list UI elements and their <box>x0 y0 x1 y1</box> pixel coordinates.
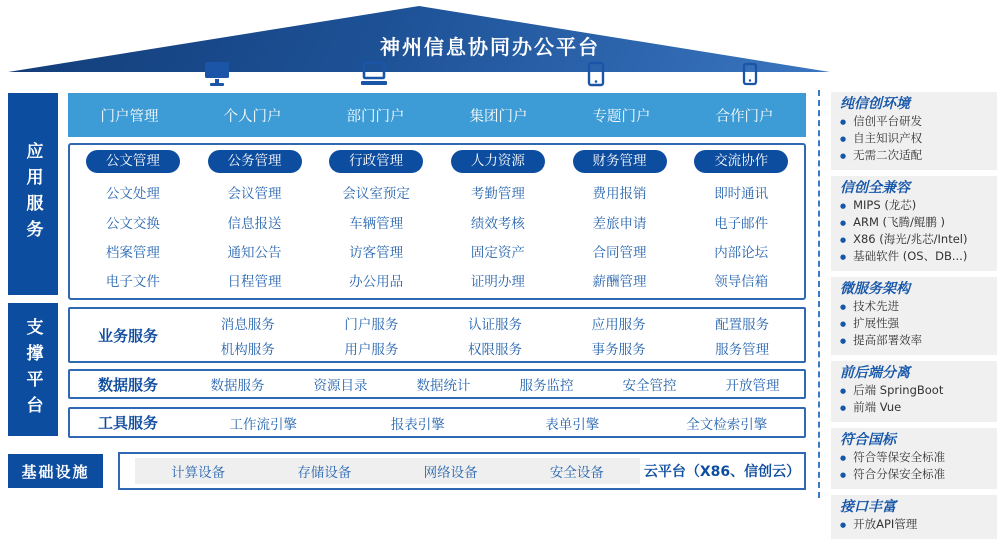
data-service-item: 数据服务 <box>210 378 265 394</box>
feature-section <box>831 92 997 170</box>
feature-bullet-item: ● X86 (海光/兆芯/Intel) <box>840 232 991 249</box>
dashed-divider <box>818 90 820 498</box>
tablet-icon <box>586 61 606 93</box>
business-services-grid <box>186 313 804 358</box>
feature-section-title: 前后端分离 <box>840 365 910 381</box>
tool-services-box <box>68 407 806 438</box>
data-services-items <box>186 374 804 394</box>
laptop-icon <box>358 61 390 93</box>
module-header-pill: 交流协作 <box>694 150 788 173</box>
module-item: 电子邮件 <box>714 215 769 232</box>
module-item: 电子文件 <box>105 274 160 290</box>
application-services-box <box>68 143 806 300</box>
module-item: 合同管理 <box>592 244 647 261</box>
module-item: 日程管理 <box>227 274 282 290</box>
infrastructure-device-item: 计算设备 <box>171 465 226 481</box>
module-item: 访客管理 <box>349 244 404 261</box>
tool-service-item: 报表引擎 <box>390 416 445 433</box>
feature-bullet-item: ● 前端 Vue <box>840 400 991 417</box>
business-service-item: 认证服务 <box>467 316 522 333</box>
business-service-item: 消息服务 <box>220 316 275 333</box>
infrastructure-devices <box>135 458 640 484</box>
module-item: 通知公告 <box>227 244 282 261</box>
module-item: 领导信箱 <box>714 274 769 290</box>
module-item: 证明办理 <box>470 274 525 290</box>
business-service-item: 事务服务 <box>591 341 646 358</box>
portal-item: 个人门户 <box>223 108 282 125</box>
feature-section <box>831 277 997 355</box>
platform-title: 神州信息协同办公平台 <box>380 35 600 59</box>
feature-bullet-item: ● ARM (飞腾/鲲鹏 ) <box>840 215 991 232</box>
feature-section <box>831 428 997 489</box>
feature-bullet-item: ● 无需二次适配 <box>840 148 991 165</box>
tool-services-items <box>186 413 804 433</box>
feature-section <box>831 495 997 539</box>
module-header-pill: 行政管理 <box>329 150 423 173</box>
data-service-item: 资源目录 <box>313 378 368 394</box>
module-item: 差旅申请 <box>592 215 647 232</box>
module-item: 办公用品 <box>349 274 404 290</box>
module-item: 费用报销 <box>592 186 647 203</box>
feature-section-title: 符合国标 <box>840 432 896 448</box>
section-label-support-platform: 支撑平台 <box>8 303 58 436</box>
module-header-pill: 公务管理 <box>208 150 302 173</box>
module-item: 信息报送 <box>227 215 282 232</box>
feature-bullet-item: ● MIPS (龙芯) <box>840 198 991 215</box>
feature-bullet-item: ● 开放API管理 <box>840 517 991 534</box>
module-column <box>194 150 316 290</box>
feature-section-title: 接口丰富 <box>840 499 896 515</box>
module-item: 档案管理 <box>105 244 160 261</box>
feature-bullet-item: ● 信创平台研发 <box>840 114 991 131</box>
portal-item: 门户管理 <box>100 108 159 125</box>
feature-bullet-item: ● 提高部署效率 <box>840 333 991 350</box>
module-item: 会议管理 <box>227 186 282 203</box>
feature-section <box>831 361 997 422</box>
feature-section-title: 信创全兼容 <box>840 180 910 196</box>
portal-item: 专题门户 <box>592 108 651 125</box>
data-service-item: 安全管控 <box>622 378 677 394</box>
portal-bar <box>68 93 806 137</box>
module-column <box>437 150 559 290</box>
data-services-box <box>68 369 806 399</box>
feature-bullet-item: ● 扩展性强 <box>840 316 991 333</box>
feature-bullet-item: ● 技术先进 <box>840 299 991 316</box>
feature-bullet-item: ● 后端 SpringBoot <box>840 383 991 400</box>
feature-section-title: 微服务架构 <box>840 281 910 297</box>
module-item: 绩效考核 <box>470 215 525 232</box>
desktop-icon <box>201 59 233 93</box>
data-service-item: 开放管理 <box>725 378 780 394</box>
infrastructure-box <box>118 452 806 490</box>
data-service-item: 服务监控 <box>519 378 574 394</box>
business-service-item: 用户服务 <box>344 341 399 358</box>
portal-item: 合作门户 <box>715 108 774 125</box>
tool-service-item: 全文检索引擎 <box>686 416 768 433</box>
cloud-platform-label: 云平台（X86、信创云） <box>643 464 801 480</box>
phone-icon <box>741 62 759 92</box>
module-item: 即时通讯 <box>714 186 769 203</box>
module-column <box>559 150 681 290</box>
infrastructure-device-item: 安全设备 <box>549 465 604 481</box>
tool-services-label: 工具服务 <box>97 414 158 432</box>
business-services-label: 业务服务 <box>97 326 158 345</box>
section-label-application-services: 应用服务 <box>8 93 58 295</box>
data-service-item: 数据统计 <box>416 378 471 394</box>
module-column <box>72 150 194 290</box>
business-service-item: 应用服务 <box>591 316 646 333</box>
module-item: 考勤管理 <box>470 186 525 203</box>
feature-panel <box>831 92 997 539</box>
portal-item: 部门门户 <box>346 108 405 125</box>
feature-bullet-item: ● 基础软件 (OS、DB...) <box>840 249 991 266</box>
infrastructure-device-item: 网络设备 <box>423 465 478 481</box>
business-services-box <box>68 307 806 363</box>
module-item: 车辆管理 <box>349 215 404 232</box>
module-item: 薪酬管理 <box>592 274 647 290</box>
module-item: 公文处理 <box>105 186 160 203</box>
infrastructure-device-item: 存储设备 <box>297 465 352 481</box>
tool-service-item: 表单引擎 <box>545 416 600 433</box>
module-item: 会议室预定 <box>342 186 410 203</box>
feature-bullet-item: ● 符合等保安全标准 <box>840 450 991 467</box>
module-header-pill: 人力资源 <box>451 150 545 173</box>
feature-section-title: 纯信创环境 <box>840 96 910 112</box>
business-service-item: 服务管理 <box>715 341 770 358</box>
feature-bullet-item: ● 符合分保安全标准 <box>840 467 991 484</box>
portal-item: 集团门户 <box>469 108 528 125</box>
module-header-pill: 公文管理 <box>86 150 180 173</box>
module-item: 固定资产 <box>470 244 525 261</box>
business-service-item: 权限服务 <box>467 341 522 358</box>
module-item: 公文交换 <box>105 215 160 232</box>
tool-service-item: 工作流引擎 <box>229 416 297 433</box>
business-service-item: 门户服务 <box>344 316 399 333</box>
section-label-infrastructure: 基础设施 <box>8 454 103 488</box>
feature-bullet-item: ● 自主知识产权 <box>840 131 991 148</box>
feature-section <box>831 176 997 271</box>
module-column <box>680 150 802 290</box>
module-header-pill: 财务管理 <box>573 150 667 173</box>
module-item: 内部论坛 <box>714 244 769 261</box>
business-service-item: 机构服务 <box>220 341 275 358</box>
data-services-label: 数据服务 <box>97 375 158 394</box>
business-service-item: 配置服务 <box>715 316 770 333</box>
module-column <box>315 150 437 290</box>
